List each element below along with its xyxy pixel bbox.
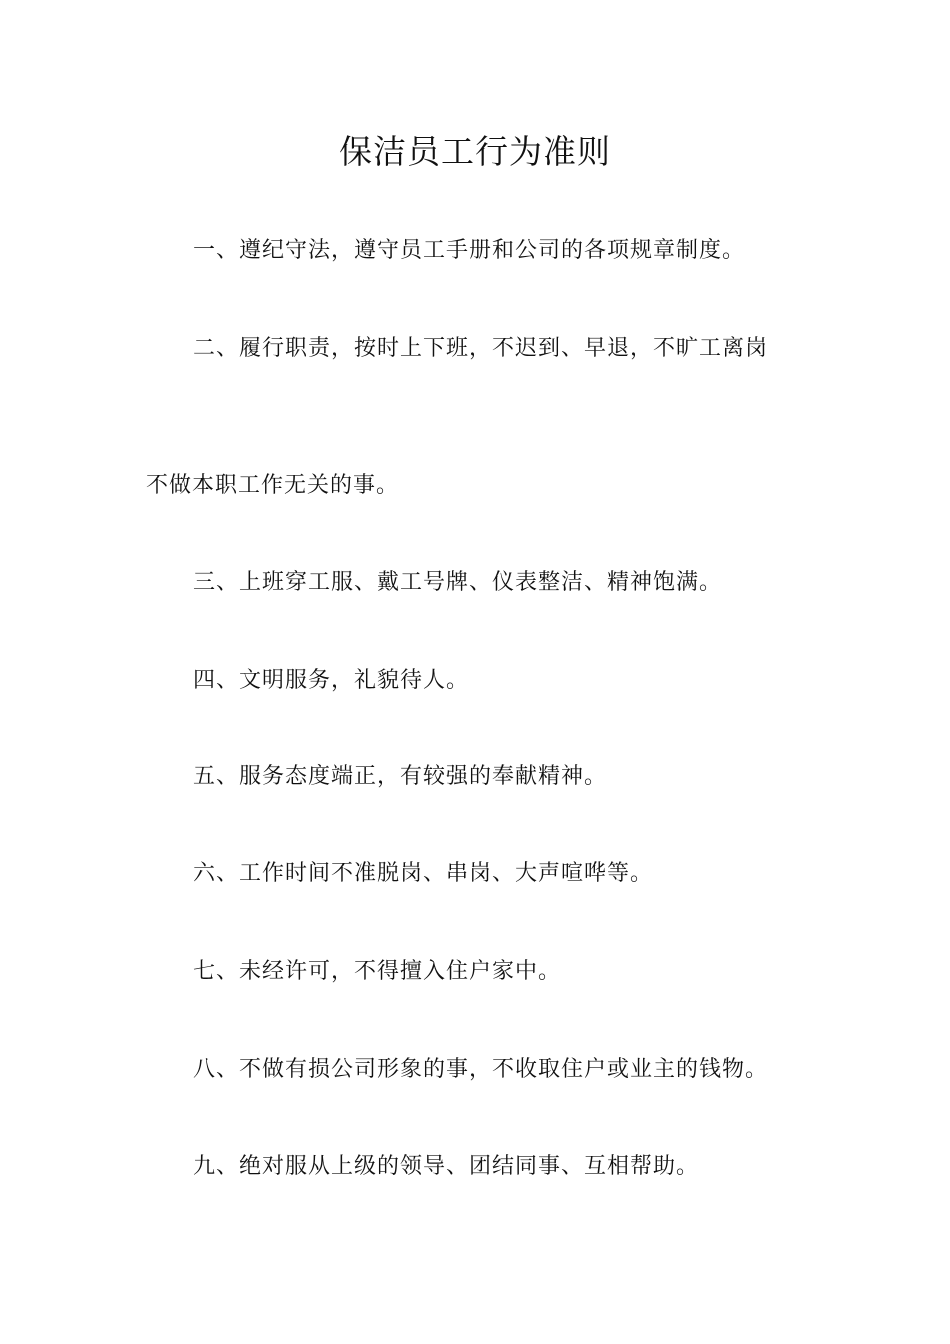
document-title: 保洁员工行为准则 — [339, 132, 611, 171]
paragraph-rule-7: 七、未经许可，不得擅入住户家中。 — [193, 959, 562, 984]
paragraph-rule-5: 五、服务态度端正，有较强的奉献精神。 — [193, 764, 608, 789]
paragraph-rule-2-continued: 不做本职工作无关的事。 — [146, 473, 400, 498]
paragraph-rule-1: 一、遵纪守法，遵守员工手册和公司的各项规章制度。 — [193, 238, 746, 263]
paragraph-rule-9: 九、绝对服从上级的领导、团结同事、互相帮助。 — [193, 1154, 700, 1179]
paragraph-rule-4: 四、文明服务，礼貌待人。 — [193, 668, 470, 693]
paragraph-rule-2: 二、履行职责，按时上下班，不迟到、早退，不旷工离岗 — [193, 336, 769, 361]
paragraph-rule-3: 三、上班穿工服、戴工号牌、仪表整洁、精神饱满。 — [193, 570, 723, 595]
paragraph-rule-8: 八、不做有损公司形象的事，不收取住户或业主的钱物。 — [193, 1057, 769, 1082]
paragraph-rule-6: 六、工作时间不准脱岗、串岗、大声喧哗等。 — [193, 861, 654, 886]
